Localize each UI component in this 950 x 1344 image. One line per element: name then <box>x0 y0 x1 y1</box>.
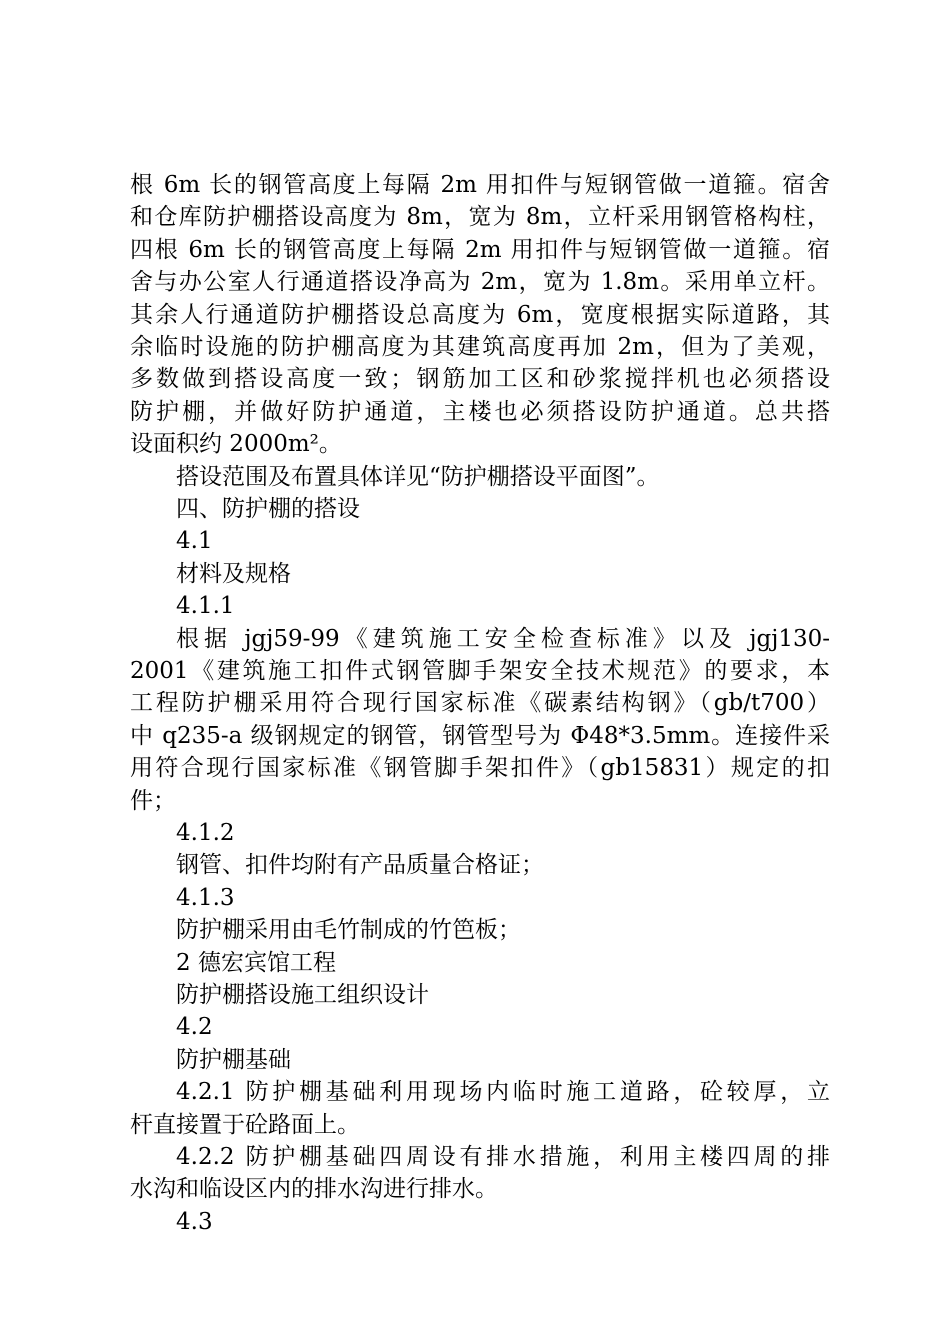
text-line: 四、防护棚的搭设 <box>176 496 360 522</box>
text-line: 4.2.2 防护棚基础四周设有排水措施，利用主楼四周的排 <box>176 1144 830 1170</box>
text-line: 水沟和临设区内的排水沟进行排水。 <box>130 1176 498 1203</box>
text-line: 4.1.1 <box>176 593 235 620</box>
text-line: 四根 6m 长的钢管高度上每隔 2m 用扣件与短钢管做一道箍。宿 <box>130 236 830 263</box>
text-line: 用符合现行国家标准《钢管脚手架扣件》（gb15831）规定的扣 <box>130 755 830 782</box>
text-line: 材料及规格 <box>176 560 291 587</box>
text-line: 4.1.3 <box>176 884 235 911</box>
text-line: 根据 jgj59-99《建筑施工安全检查标准》以及 jgj130- <box>176 625 830 652</box>
text-line: 和仓库防护棚搭设高度为 8m，宽为 8m，立杆采用钢管格构柱， <box>130 204 830 231</box>
text-line: 4.2 <box>176 1014 213 1041</box>
text-line: 其余人行通道防护棚搭设总高度为 6m，宽度根据实际道路，其 <box>130 301 830 328</box>
text-line: 工程防护棚采用符合现行国家标准《碳素结构钢》（gb/t700） <box>130 690 830 717</box>
text-line: 4.1 <box>176 528 213 555</box>
text-line: 防护棚搭设施工组织设计 <box>176 982 429 1008</box>
text-line: 设面积约 2000m²。 <box>130 431 342 458</box>
text-line: 4.3 <box>176 1208 213 1235</box>
text-line: 4.2.1 防护棚基础利用现场内临时施工道路，砼较厚，立 <box>176 1079 830 1106</box>
text-line: 中 q235-a 级钢规定的钢管，钢管型号为 Φ48*3.5mm。连接件采 <box>130 722 830 749</box>
text-line: 钢管、扣件均附有产品质量合格证； <box>176 852 544 879</box>
text-line: 防护棚，并做好防护通道，主楼也必须搭设防护通道。总共搭 <box>130 398 830 425</box>
text-line: 2001《建筑施工扣件式钢管脚手架安全技术规范》的要求，本 <box>130 658 830 684</box>
text-line: 多数做到搭设高度一致；钢筋加工区和砂浆搅拌机也必须搭设 <box>130 366 830 393</box>
text-line: 搭设范围及布置具体详见“防护棚搭设平面图”。 <box>176 463 660 490</box>
text-line: 2 德宏宾馆工程 <box>176 949 336 976</box>
text-line: 防护棚基础 <box>176 1046 291 1073</box>
text-line: 杆直接置于砼路面上。 <box>130 1111 360 1138</box>
text-line: 根 6m 长的钢管高度上每隔 2m 用扣件与短钢管做一道箍。宿舍 <box>130 172 830 198</box>
text-line: 防护棚采用由毛竹制成的竹笆板； <box>176 917 521 944</box>
text-line: 4.1.2 <box>176 820 235 846</box>
text-line: 件； <box>130 787 176 814</box>
text-line: 余临时设施的防护棚高度为其建筑高度再加 2m，但为了美观， <box>130 334 830 360</box>
text-line: 舍与办公室人行通道搭设净高为 2m，宽为 1.8m。采用单立杆。 <box>130 269 830 296</box>
